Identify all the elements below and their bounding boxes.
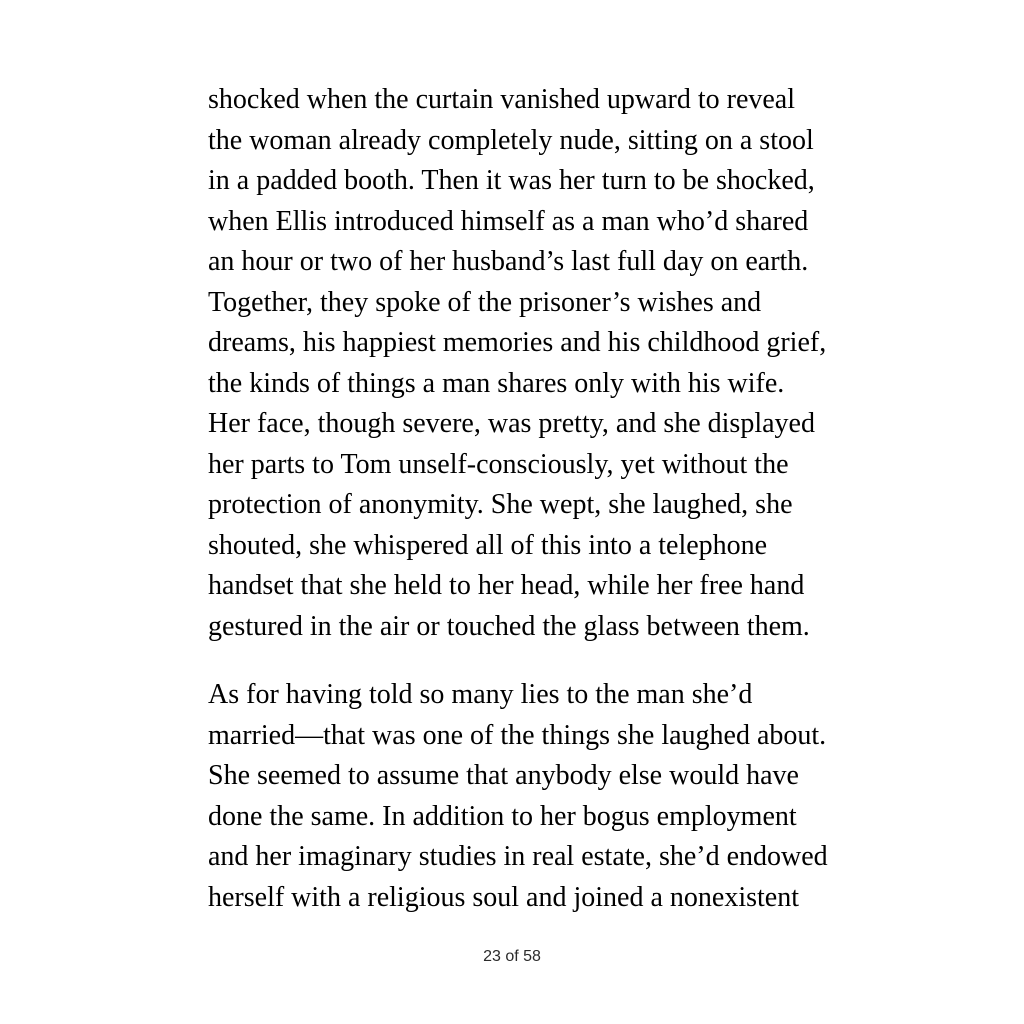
text-line: Her face, though severe, was pretty, and she displayed xyxy=(208,408,815,439)
text-line: the woman already completely nude, sitting on a stool xyxy=(208,124,814,156)
text-line: handset that she held to her head, while her free hand xyxy=(208,570,805,601)
text-line: Together, they spoke of the prisoner’s wishes and xyxy=(208,286,762,318)
page-indicator: 23 of 58 xyxy=(483,948,541,965)
text-line: As for having told so many lies to the man she’d xyxy=(208,679,753,710)
text-line: done the same. In addition to her bogus employment xyxy=(208,800,797,832)
page-text xyxy=(208,80,848,918)
text-line: in a padded booth. Then it was her turn to be shocked, xyxy=(208,165,815,196)
text-line: an hour or two of her husband’s last full day on earth. xyxy=(208,246,809,277)
text-line: protection of anonymity. She wept, she laughed, she xyxy=(208,489,793,520)
text-line: married—that was one of the things she laughed about. xyxy=(208,719,827,751)
text-line: gestured in the air or touched the glass between them. xyxy=(208,610,810,642)
paragraph-1 xyxy=(208,80,848,647)
text-line: herself with a religious soul and joined a nonexistent xyxy=(208,881,799,913)
paragraph-2 xyxy=(208,675,848,918)
text-line: when Ellis introduced himself as a man who’d shared xyxy=(208,205,809,237)
text-line: shocked when the curtain vanished upward to reveal xyxy=(208,84,796,115)
text-line: She seemed to assume that anybody else would have xyxy=(208,760,799,791)
text-line: dreams, his happiest memories and his childhood grief, xyxy=(208,327,827,358)
text-line: and her imaginary studies in real estate, she’d endowed xyxy=(208,841,828,872)
text-line: shouted, she whispered all of this into a telephone xyxy=(208,529,768,561)
text-line: the kinds of things a man shares only with his wife. xyxy=(208,367,785,399)
text-line: her parts to Tom unself-consciously, yet without the xyxy=(208,448,789,480)
